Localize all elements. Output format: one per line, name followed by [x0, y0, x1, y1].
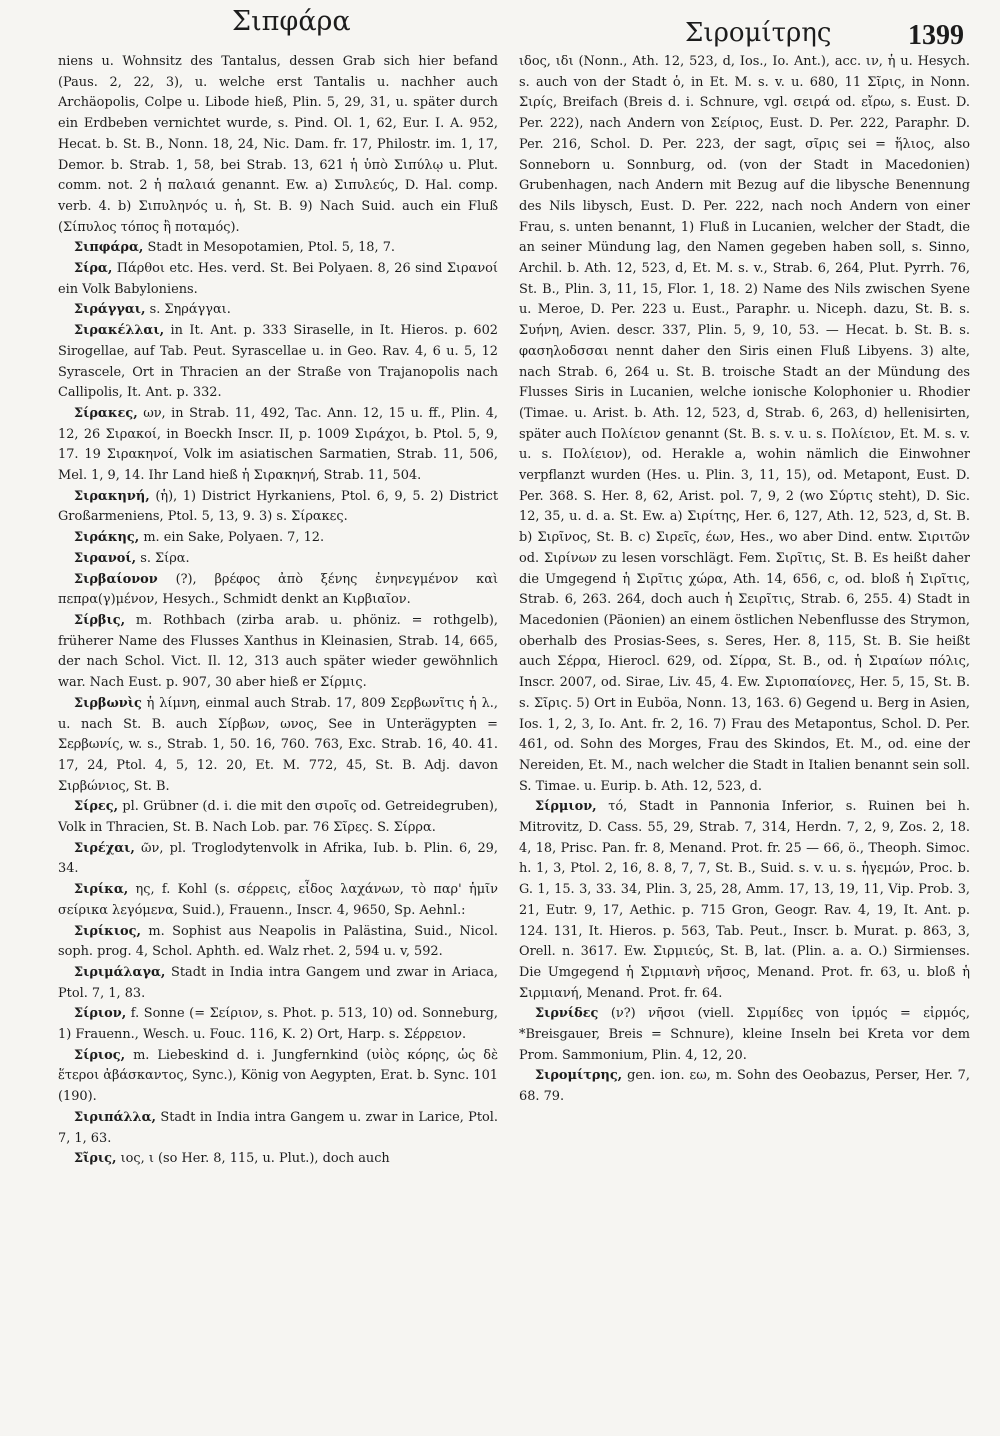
- entry-headword: Σιπφάρα,: [74, 240, 144, 256]
- entry-text: ιος, ι (so Her. 8, 115, u. Plut.), doch auch: [120, 1151, 390, 1167]
- entry-headword: Σιράκης,: [74, 530, 140, 546]
- entry-text: niens u. Wohnsitz des Tantalus, dessen Grab sich hier befand (Paus. 2, 22, 3), u. welche erst Tantalis u. nachher auch Archäopolis, Colpe u. Libode hieß, Plin. 5, 29, 31, u. später durch ein Erdbeben vernichtet wurde, s. Pind. Ol. 1, 62, Eur. I. A. 952, Hecat. b. St. B., Nonn. 18, 24, Nic. Dam. fr. 17, Philostr. im. 1, 17, Demor. b. Strab. 1, 58, bei Strab. 13, 621 ἡ ὑπὸ Σιπύλῳ u. Plut. comm. not. 2 ἡ παλαιά genannt. Ew. a) Σιπυλεύς, D. Hal. comp. verb. 4. b) Σιπυληνός u. ἡ, St. B. 9) Nach Suid. auch ein Fluß (Σίπυλος τόπος ἢ ποταμός).: [58, 54, 498, 235]
- dictionary-entry: [58, 1108, 498, 1149]
- entry-text: Stadt in India intra Gangem u. zwar in Larice, Ptol. 7, 1, 63.: [58, 1109, 498, 1146]
- entry-text: Stadt in Mesopotamien, Ptol. 5, 18, 7.: [147, 240, 395, 256]
- entry-headword: Σιρακηνή,: [74, 488, 150, 504]
- entry-headword: Σιρομίτρης,: [535, 1068, 623, 1084]
- left-column: [58, 52, 498, 1427]
- entry-text: ης, f. Kohl (s. σέρρεις, εἶδος λαχάνων, τὸ παρ' ἡμῖν σείρικα λεγόμενα, Suid.), Frauenn., Inscr. 4, 9650, Sp. Aehnl.:: [58, 882, 498, 918]
- dictionary-entry: [58, 528, 498, 549]
- entry-text: in It. Ant. p. 333 Siraselle, in It. Hieros. p. 602 Sirogellae, auf Tab. Peut. Syrascellae u. in Geo. Rav. 4, 6 u. 5, 12 Syrascele, Ort in Thracien an der Straße von Trajanopolis nach Callipolis, It. Ant. p. 332.: [58, 323, 498, 401]
- dictionary-entry: [58, 549, 498, 570]
- page-header: [0, 0, 1000, 60]
- entry-headword: Σιρέχαι,: [74, 840, 135, 856]
- entry-headword: Σίριος,: [74, 1047, 126, 1063]
- entry-text: s. Σίρα.: [140, 550, 190, 566]
- entry-text: m. Liebeskind d. i. Jungfernkind (υἱὸς κόρης, ὡς δὲ ἕτεροι ἀβάσκαντος, Sync.), König von Aegypten, Erat. b. Sync. 101 (190).: [58, 1047, 498, 1105]
- entry-headword: Σιρβαίονον: [74, 571, 158, 587]
- entry-headword: Σίρακες,: [74, 405, 138, 421]
- entry-headword: Σιρανοί,: [74, 550, 137, 566]
- entry-text: ων, in Strab. 11, 492, Tac. Ann. 12, 15 u. ff., Plin. 4, 12, 26 Σιρακοί, in Boeckh Inscr. II, p. 1009 Σιράχοι, b. Ptol. 5, 9, 17. 19 Σιρακηνοί, Volk im asiatischen Sarmatien, Strab. 11, 506, Mel. 1, 9, 14. Ihr Land hieß ἡ Σιρακηνή, Strab. 11, 504.: [58, 405, 498, 484]
- entry-text: m. ein Sake, Polyaen. 7, 12.: [143, 530, 325, 546]
- entry-headword: Σιρίκιος,: [74, 923, 141, 939]
- dictionary-entry: [519, 52, 970, 797]
- dictionary-entry: [58, 1149, 498, 1170]
- entry-headword: Σίρβις,: [74, 612, 126, 628]
- entry-headword: Σιριπάλλα,: [74, 1109, 157, 1125]
- entry-text: ῶν, pl. Troglodytenvolk in Afrika, Iub. b. Plin. 6, 29, 34.: [58, 840, 498, 877]
- entry-text: pl. Grübner (d. i. die mit den σιροῖς od. Getreidegruben), Volk in Thracien, St. B. Nach Lob. par. 76 Σῖρες. S. Σίρρα.: [58, 799, 498, 836]
- dictionary-entry: [58, 922, 498, 963]
- dictionary-entry: [58, 487, 498, 528]
- page-number: 1399: [908, 20, 964, 51]
- dictionary-entry: [58, 52, 498, 238]
- entry-text: m. Sophist aus Neapolis in Palästina, Suid., Nicol. soph. prog. 4, Schol. Aphth. ed. Walz rhet. 2, 594 u. v, 592.: [58, 923, 498, 960]
- entry-text: (ν?) νῆσοι (viell. Σιρμίδες von ἱρμός = εἰρμός, *Breisgauer, Breis = Schnure), kleine Inseln bei Kreta vor dem Prom. Sammonium, Plin. 4, 12, 20.: [519, 1006, 970, 1063]
- dictionary-entry: [58, 1004, 498, 1045]
- dictionary-entry: [58, 238, 498, 259]
- dictionary-entry: [58, 797, 498, 838]
- dictionary-entry: [519, 1066, 970, 1107]
- entry-text: m. Rothbach (zirba arab. u. phöniz. = rothgelb), früherer Name des Flusses Xanthus in Kleinasien, Strab. 14, 665, der nach Schol. Vict. Il. 12, 313 auch später wieder gewöhnlich war. Nach Eust. p. 907, 30 aber hieß er Σίρμις.: [58, 612, 498, 691]
- entry-text: Stadt in India intra Gangem und zwar in Ariaca, Ptol. 7, 1, 83.: [58, 964, 498, 1001]
- entry-headword: Σιρνίδες: [535, 1006, 599, 1022]
- entry-text: Πάρθοι etc. Hes. verd. St. Bei Polyaen. 8, 26 sind Σιρανοί ein Volk Babyloniens.: [58, 261, 498, 297]
- right-running-head: Σιρομίτρης: [685, 18, 832, 48]
- dictionary-entry: [58, 963, 498, 1004]
- entry-headword: Σίρμιον,: [535, 799, 597, 815]
- entry-text: s. Σηράγγαι.: [149, 302, 231, 318]
- entry-headword: Σιρακέλλαι,: [74, 323, 165, 339]
- entry-headword: Σῖρις,: [74, 1151, 117, 1167]
- dictionary-entry: [58, 300, 498, 321]
- dictionary-entry: [58, 839, 498, 880]
- entry-headword: Σιρίκα,: [74, 882, 129, 898]
- entry-headword: Σίριον,: [74, 1006, 127, 1022]
- dictionary-entry: [519, 1004, 970, 1066]
- entry-text: ιδος, ιδι (Nonn., Ath. 12, 523, d, Ios., Io. Ant.), acc. ιν, ἡ u. Hesych. s. auch von der Stadt ὁ, in Et. M. s. v. u. 680, 11 Σῖρις, in Nonn. Σιρίς, Breifach (Breis d. i. Schnure, vgl. σειρά od. εἴρω, s. Eust. D. Per. 222), nach Andern von Σείριος, Eust. D. Per. 222, Paraphr. D. Per. 216, Schol. D. Per. 223, der sagt, σῖρις sei = ἥλιος, also Sonneborn u. Sonnburg, od. (von der Stadt in Macedonien) Grubenhagen, nach Andern mit Bezug auf die libysche Benennung des Nils libysch, Eust. D. Per. 222, nach noch Andern von einer Frau, s. unten benannt, 1) Fluß in Lucanien, welcher der Stadt, die an seiner Mündung lag, den Namen gegeben haben soll, s. Sinno, Archil. b. Ath. 12, 523, d, Et. M. s. v., Strab. 6, 264, Plut. Pyrrh. 76, St. B., Plin. 3, 11, 15, Flor. 1, 18. 2) Name des Nils zwischen Syene u. Meroe, D. Per. 223 u. Eust., Paraphr. u. Niceph. dazu, St. B. s. Συήνη, Avien. descr. 337, Plin. 5, 9, 10, 53. — Hecat. b. St. B. s. φασηλοδσσαι nennt daher den Siris einen Fluß Libyens. 3) alte, nach Strab. 6, 264 u. St. B. troische Stadt an der Mündung des Flusses Siris in Lucanien, welche ionische Kolophonier u. Rhodier (Timae. u. Arist. b. Ath. 12, 523, d, Strab. 6, 263, d) hellenisirten, später auch Πολίειον genannt (St. B. s. v. u. s. Πολίειον, Et. M. s. v. u. s. Πολίειον), od. Herakle a, wohin nämlich die Einwohner verpflanzt wurden (Hes. u. Plin. 3, 11, 15), od. Metapont, Eust. D. Per. 368. S. Her. 8, 62, Arist. pol. 7, 9, 2 (wo Σύρτις steht), D. Sic. 12, 35, u. d. a. St. Ew. a) Σιρίτης, Her. 6, 127, Ath. 12, 523, d, St. B. b) Σιρῖνος, St. B. c) Σιρεῖς, έων, Hes., wo aber Dind. entw. Σιριτῶν od. Σιρίνων zu lesen vorschlägt. Fem. Σιρῖτις, St. B. Es heißt daher die Umgegend ἡ Σιρῖτις χώρα, Ath. 14, 656, c, od. bloß ἡ Σιρῖτις, Strab. 6, 263. 264, doch auch ἡ Σειρῖτις, Strab. 6, 255. 4) Stadt in Macedonien (Päonien) an einem östlichen Nebenflusse des Strymon, oberhalb des Prosias-Sees, s. Seres, Her. 8, 115, St. B. Sie heißt auch Σέρρα, Hierocl. 629, od. Σίρρα, St. B., od. ἡ Σιραίων πόλις, Inscr. 2007, od. Sirae, Liv. 45, 4. Ew. Σιριοπαίονες, Her. 5, 15, St. B. s. Σῖρις. 5) Ort in Euböa, Nonn. 13, 163. 6) Gegend u. Berg in Asien, Ios. 1, 2, 3, Io. Ant. fr. 2, 16. 7) Frau des Metapontus, Schol. D. Per. 461, od. Sohn des Morges, Frau des Skindos, Et. M., od. eine der Nereiden, Et. M., nach welcher die Stadt in Italien benannt sein soll. S. Timae. u. Eurip. b. Ath. 12, 523, d.: [519, 54, 970, 794]
- right-column: [519, 52, 970, 1427]
- entry-headword: Σίρα,: [74, 261, 113, 277]
- entry-text: τό, Stadt in Pannonia Inferior, s. Ruinen bei h. Mitrovitz, D. Cass. 55, 29, Strab. 7, 314, Herdn. 7, 2, 9, Zos. 2, 18. 4, 18, Prisc. Pan. fr. 8, Menand. Prot. fr. 25 — 66, ö., Theoph. Simoc. h. 1, 3, Ptol. 2, 16, 8. 8, 7, 7, St. B., Suid. s. v. u. s. ἡγεμών, Proc. b. G. 1, 15. 3, 33. 34, Plin. 3, 25, 28, Amm. 17, 13, 19, 11, Vip. Prob. 3, 21, Eutr. 9, 17, Aethic. p. 715 Gron, Geogr. Rav. 4, 19, It. Ant. p. 124. 131, It. Hieros. p. 563, Tab. Peut., Inscr. b. Murat. p. 863, 3, Orell. n. 3617. Ew. Σιρμιεύς, St. B, lat. (Plin. a. a. O.) Sirmienses. Die Umgegend ἡ Σιρμιανὴ νῆσος, Menand. Prot. fr. 63, u. bloß ἡ Σιρμιανή, Menand. Prot. fr. 64.: [519, 799, 970, 1001]
- entry-headword: Σιράγγαι,: [74, 302, 146, 318]
- entry-text: f. Sonne (= Σείριον, s. Phot. p. 513, 10) od. Sonneburg, 1) Frauenn., Wesch. u. Fouc. 116, K. 2) Ort, Harp. s. Σέρρειον.: [58, 1006, 498, 1043]
- left-running-head: Σιπφάρα: [232, 6, 351, 37]
- dictionary-entry: [519, 797, 970, 1004]
- entry-headword: Σιρβωνὶς: [74, 695, 142, 711]
- entry-text: ἡ λίμνη, einmal auch Strab. 17, 809 Σερβωνῖτις ἡ λ., u. nach St. B. auch Σίρβων, ωνος, See in Unterägypten = Σερβωνίς, w. s., Strab. 1, 50. 16, 760. 763, Exc. Strab. 16, 40. 41. 17, 24, Ptol. 4, 5, 12. 20, Et. M. 772, 45, St. B. Adj. davon Σιρβώνιος, St. B.: [58, 695, 498, 794]
- dictionary-entry: [58, 1046, 498, 1108]
- dictionary-entry: [58, 321, 498, 404]
- entry-headword: Σίρες,: [74, 799, 119, 815]
- dictionary-entry: [58, 259, 498, 300]
- entry-headword: Σιριμάλαγα,: [74, 964, 166, 980]
- entry-text: gen. ion. εω, m. Sohn des Oeobazus, Perser, Her. 7, 68. 79.: [519, 1068, 970, 1105]
- dictionary-entry: [58, 404, 498, 487]
- dictionary-entry: [58, 570, 498, 611]
- entry-text: (?), βρέφος ἀπὸ ξένης ἐνηνεγμένον καὶ πεπρα(γ)μένον, Hesych., Schmidt denkt an Κιρβιαῖον.: [58, 571, 498, 608]
- dictionary-entry: [58, 694, 498, 798]
- dictionary-entry: [58, 611, 498, 694]
- dictionary-entry: [58, 880, 498, 921]
- entry-text: (ἡ), 1) District Hyrkaniens, Ptol. 6, 9, 5. 2) District Großarmeniens, Ptol. 5, 13, 9. 3) s. Σίρακες.: [58, 488, 498, 525]
